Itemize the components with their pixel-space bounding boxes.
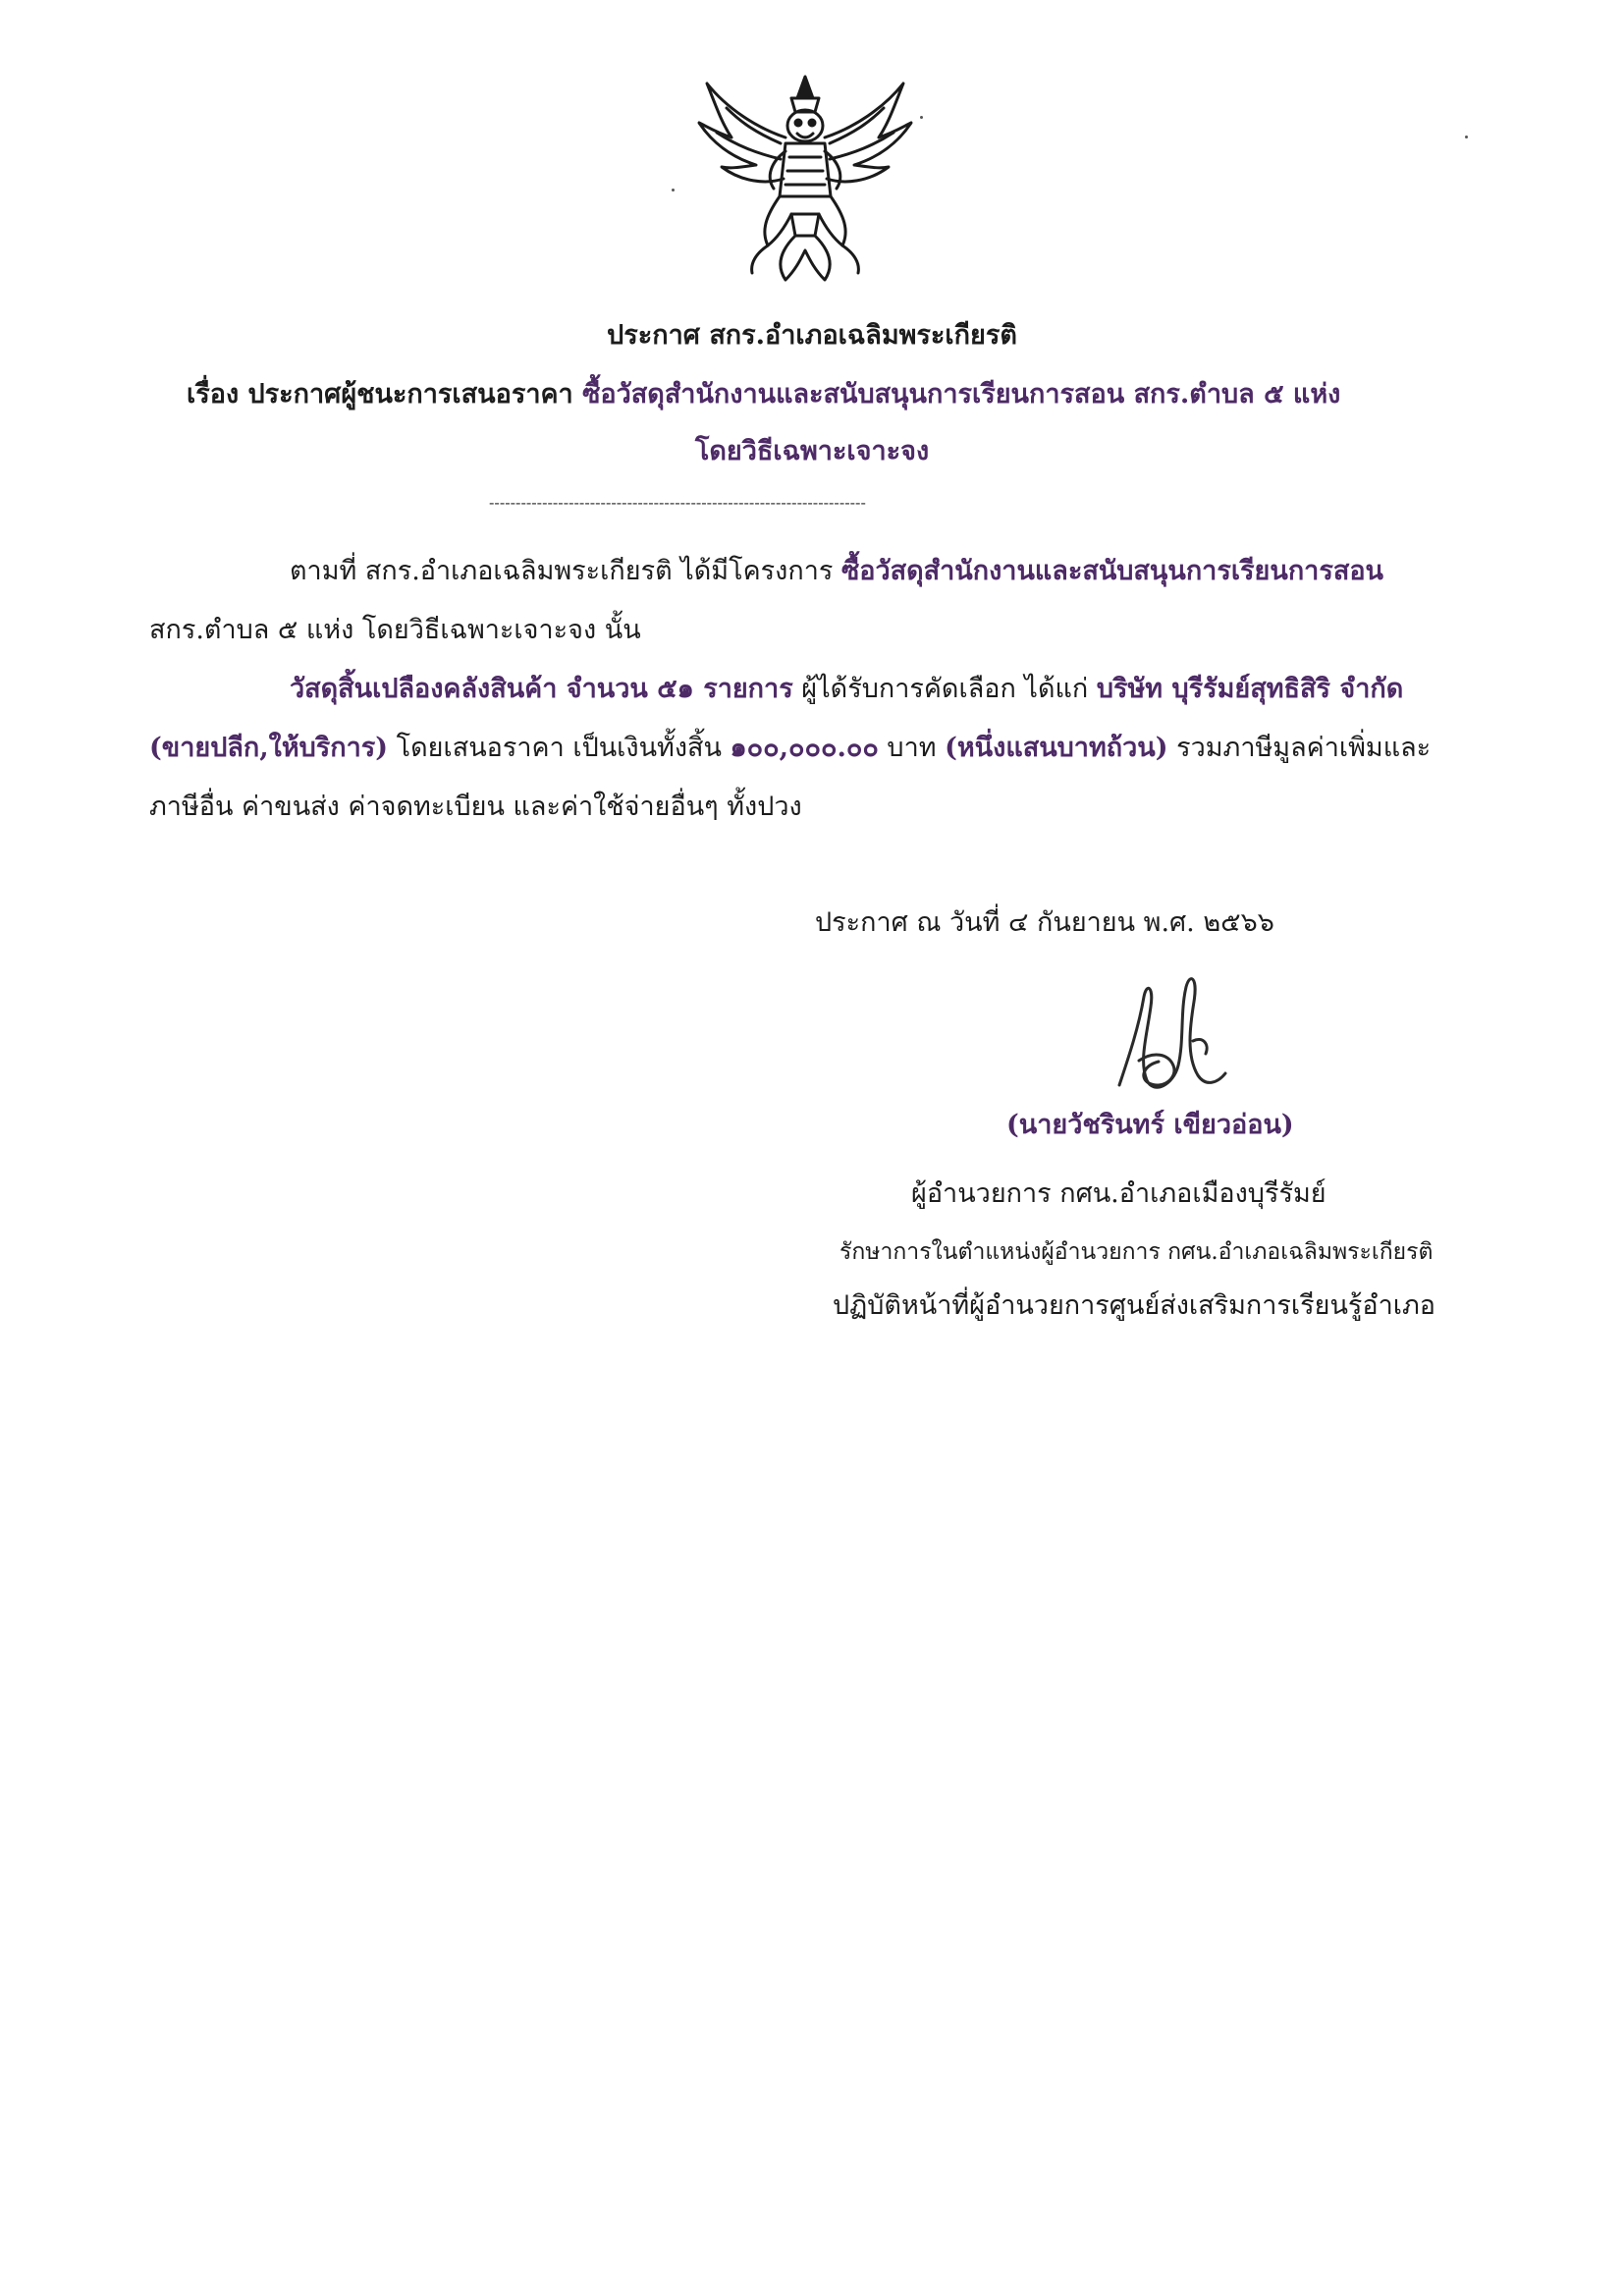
paragraph-2-line-2 — [149, 729, 1431, 768]
announcement-date: ประกาศ ณ วันที่ ๔ กันยายน พ.ศ. ๒๕๖๖ — [815, 907, 1274, 938]
p2-company-type: (ขายปลีก,ให้บริการ) — [149, 733, 389, 763]
signature-image — [1100, 967, 1237, 1110]
paragraph-1-line-1 — [290, 552, 1383, 591]
subject-method: โดยวิธีเฉพาะเจาะจง — [694, 436, 930, 466]
signer-position-2: รักษาการในตำแหน่งผู้อำนวยการ กศน.อำเภอเฉลิมพระเกียรติ — [839, 1239, 1434, 1265]
p2-unit: บาท — [878, 733, 946, 763]
signer-name: (นายวัชรินทร์ เขียวอ่อน) — [1006, 1110, 1294, 1140]
paragraph-2-line-1 — [290, 670, 1403, 709]
signer-position-1: ผู้อำนวยการ กศน.อำเภอเมืองบุรีรัมย์ — [911, 1178, 1326, 1209]
p2-price-text: โดยเสนอราคา เป็นเงินทั้งสิ้น — [388, 733, 731, 763]
subject-highlight: ซื้อวัสดุสำนักงานและสนับสนุนการเรียนการสอน สกร.ตำบล ๕ แห่ง — [582, 379, 1341, 410]
paragraph-1-line-2: สกร.ตำบล ๕ แห่ง โดยวิธีเฉพาะเจาะจง นั้น — [149, 615, 641, 645]
p2-item: วัสดุสิ้นเปลืองคลังสินค้า จำนวน ๕๑ รายการ — [290, 674, 793, 704]
p1-highlight: ซื้อวัสดุสำนักงานและสนับสนุนการเรียนการสอน — [840, 556, 1384, 586]
scan-speck — [920, 116, 923, 119]
p2-tax-text: รวมภาษีมูลค่าเพิ่มและ — [1167, 733, 1432, 763]
separator-line: ----------------------------------------------------------------------- — [489, 493, 866, 512]
p2-amount-words: (หนึ่งแสนบาทถ้วน) — [945, 733, 1168, 763]
garuda-emblem — [687, 69, 923, 295]
scan-speck — [1465, 136, 1468, 138]
announcement-title: ประกาศ สกร.อำเภอเฉลิมพระเกียรติ — [607, 320, 1017, 351]
subject-prefix: เรื่อง ประกาศผู้ชนะการเสนอราคา — [187, 379, 583, 410]
signer-position-3: ปฏิบัติหน้าที่ผู้อำนวยการศูนย์ส่งเสริมการเรียนรู้อำเภอ — [833, 1290, 1436, 1321]
scan-speck — [672, 189, 675, 191]
subject-line — [187, 375, 1340, 414]
p2-mid: ผู้ได้รับการคัดเลือก ได้แก่ — [792, 674, 1097, 704]
p1-prefix: ตามที่ สกร.อำเภอเฉลิมพระเกียรติ ได้มีโครงการ — [290, 556, 841, 586]
p2-company: บริษัท บุรีรัมย์สุทธิสิริ จำกัด — [1096, 674, 1404, 704]
paragraph-2-line-3: ภาษีอื่น ค่าขนส่ง ค่าจดทะเบียน และค่าใช้จ่ายอื่นๆ ทั้งปวง — [149, 792, 802, 822]
p2-amount: ๑๐๐,๐๐๐.๐๐ — [730, 733, 879, 763]
